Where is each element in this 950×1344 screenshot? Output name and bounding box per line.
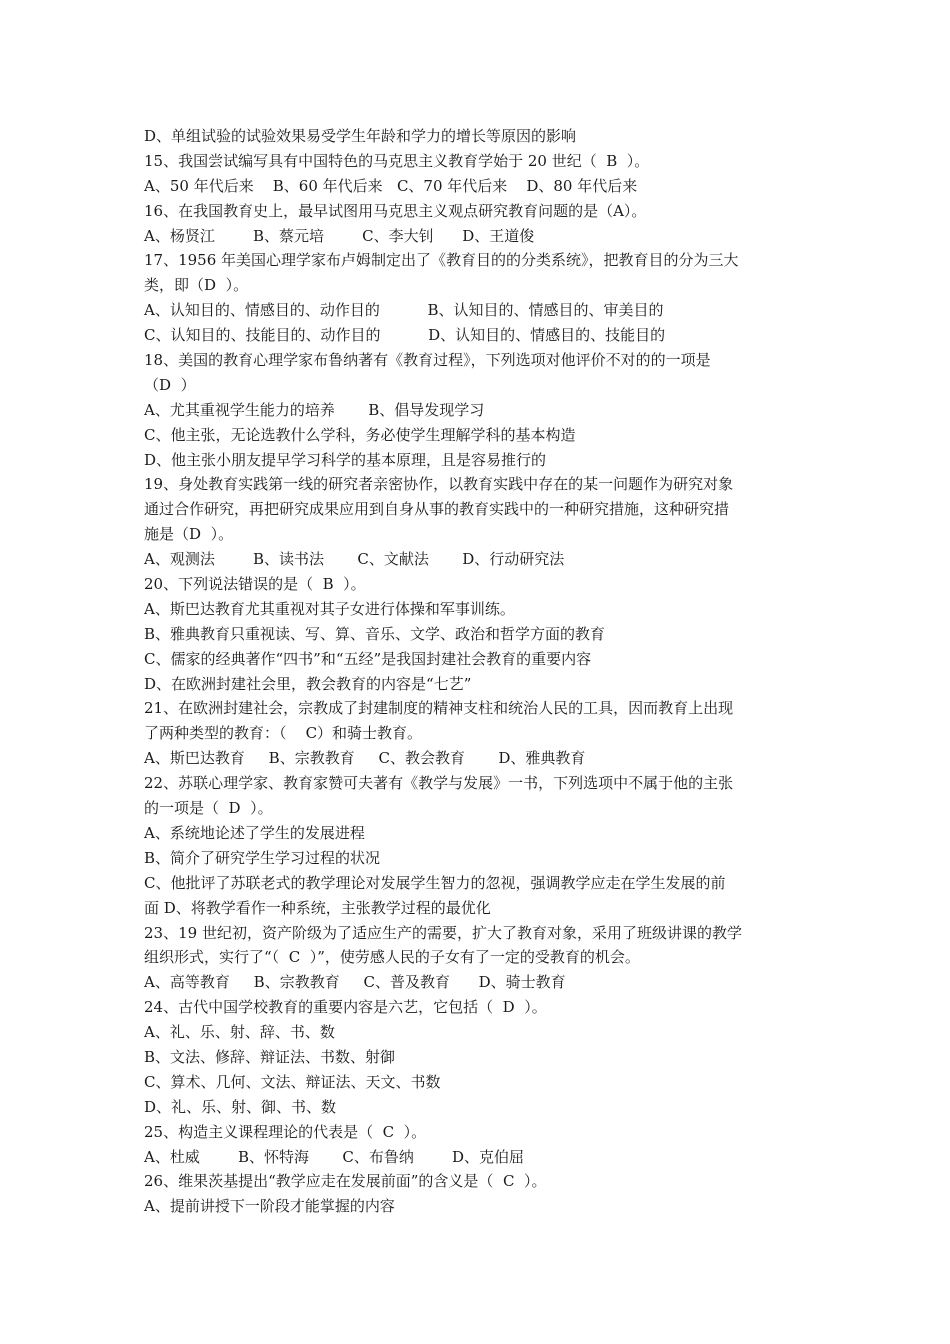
options-21: A、斯巴达教育 B、宗教教育 C、教会教育 D、雅典教育 [144, 749, 586, 768]
option-22-a: A、系统地论述了学生的发展进程 [144, 823, 365, 842]
option-26-a: A、提前讲授下一阶段才能掌握的内容 [144, 1197, 395, 1216]
options-15: A、50 年代后来 B、60 年代后来 C、70 年代后来 D、80 年代后来 [144, 176, 638, 195]
option-24-c: C、算术、几何、文法、辩证法、天文、书数 [144, 1072, 441, 1091]
question-23-cont: 组织形式，实行了“（ C ）”，使劳感人民的子女有了一定的受教育的机会。 [144, 948, 640, 967]
question-26: 26、维果茨基提出“教学应走在发展前面”的含义是（ C ）。 [144, 1172, 547, 1191]
option-18-c: C、他主张，无论选教什么学科，务必使学生理解学科的基本构造 [144, 425, 576, 444]
document-page [144, 124, 814, 1219]
options-17-cd: C、认知目的、技能目的、动作目的 D、认知目的、情感目的、技能目的 [144, 326, 666, 345]
question-21-cont: 了两种类型的教育：（ C）和骑士教育。 [144, 724, 423, 743]
options-23: A、高等教育 B、宗教教育 C、普及教育 D、骑士教育 [144, 973, 566, 992]
options-18-ab: A、尤其重视学生能力的培养 B、倡导发现学习 [144, 400, 485, 419]
option-22-c-cont: 面 D、将教学看作一种系统，主张教学过程的最优化 [144, 898, 491, 917]
option-20-d: D、在欧洲封建社会里，教会教育的内容是“七艺” [144, 674, 472, 693]
question-17: 17、1956 年美国心理学家布卢姆制定出了《教育目的的分类系统》，把教育目的分为三大 [144, 251, 739, 270]
options-25: A、杜威 B、怀特海 C、布鲁纳 D、克伯屈 [144, 1147, 525, 1166]
question-24: 24、古代中国学校教育的重要内容是六艺，它包括（ D ）。 [144, 998, 547, 1017]
question-21: 21、在欧洲封建社会，宗教成了封建制度的精神支柱和统治人民的工具，因而教育上出现 [144, 699, 734, 718]
option-24-d: D、礼、乐、射、御、书、数 [144, 1097, 337, 1116]
option-24-b: B、文法、修辞、辩证法、书数、射御 [144, 1047, 396, 1066]
question-15: 15、我国尝试编写具有中国特色的马克思主义教育学始于 20 世纪（ B ）。 [144, 151, 650, 170]
question-25: 25、构造主义课程理论的代表是（ C ）。 [144, 1122, 427, 1141]
question-19: 19、身处教育实践第一线的研究者亲密协作，以教育实践中存在的某一问题作为研究对象 [144, 475, 734, 494]
option-20-c: C、儒家的经典著作“四书”和“五经”是我国封建社会教育的重要内容 [144, 649, 592, 668]
question-19-cont: 通过合作研究，再把研究成果应用到自身从事的教育实践中的一种研究措施，这种研究措 [144, 500, 730, 519]
options-16: A、杨贤江 B、蔡元培 C、李大钊 D、王道俊 [144, 226, 535, 245]
options-17-ab: A、认知目的、情感目的、动作目的 B、认知目的、情感目的、审美目的 [144, 301, 664, 320]
text-line: D、单组试验的试验效果易受学生年龄和学力的增长等原因的影响 [144, 127, 577, 145]
question-17-cont: 类，即（D ）。 [144, 276, 249, 295]
question-18: 18、美国的教育心理学家布鲁纳著有《教育过程》，下列选项对他评价不对的的一项是 [144, 351, 711, 370]
option-20-a: A、斯巴达教育尤其重视对其子女进行体操和军事训练。 [144, 599, 515, 618]
option-24-a: A、礼、乐、射、辞、书、数 [144, 1023, 335, 1042]
question-22-cont: 的一项是（ D ）。 [144, 799, 273, 818]
question-22: 22、苏联心理学家、教育家赞可夫著有《教学与发展》一书，下列选项中不属于他的主张 [144, 774, 734, 793]
option-22-b: B、简介了研究学生学习过程的状况 [144, 848, 381, 867]
question-16: 16、在我国教育史上，最早试图用马克思主义观点研究教育问题的是（A）。 [144, 201, 647, 220]
options-19: A、观测法 B、读书法 C、文献法 D、行动研究法 [144, 550, 565, 569]
option-22-c: C、他批评了苏联老式的教学理论对发展学生智力的忽视，强调教学应走在学生发展的前 [144, 873, 726, 892]
question-20: 20、下列说法错误的是（ B ）。 [144, 575, 366, 594]
question-23: 23、19 世纪初，资产阶级为了适应生产的需要，扩大了教育对象，采用了班级讲课的教学 [144, 923, 742, 942]
question-18-cont: （D ） [144, 375, 196, 394]
question-19-cont2: 施是（D ）。 [144, 525, 234, 544]
option-20-b: B、雅典教育只重视读、写、算、音乐、文学、政治和哲学方面的教育 [144, 624, 606, 643]
option-18-d: D、他主张小朋友提早学习科学的基本原理，且是容易推行的 [144, 450, 547, 469]
